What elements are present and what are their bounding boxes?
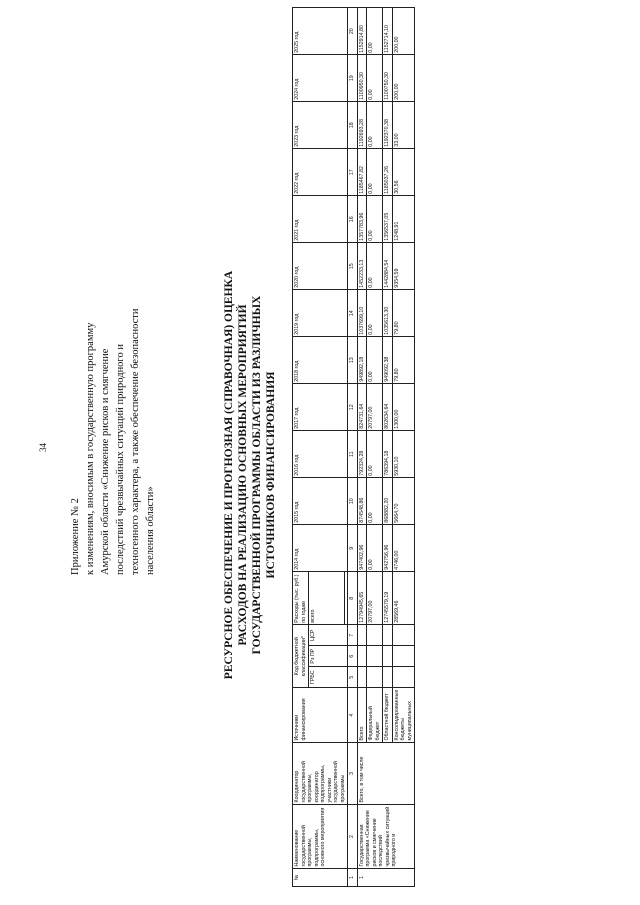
header-budget-code: Код бюджетной классификации* (293, 625, 309, 688)
value-cell: 1100950,30 (357, 55, 367, 102)
appendix-title: Приложение № 2 (70, 498, 81, 575)
value-cell: 200,00 (392, 8, 415, 55)
column-number: 12 (348, 384, 358, 431)
value-cell: 79,80 (392, 290, 415, 337)
value-cell: 1185037,26 (383, 149, 393, 196)
header-grbs: ГРБС (309, 667, 348, 688)
appendix-line: населения области» (145, 486, 156, 575)
header-rzpr: Рз ПР (309, 646, 348, 667)
value-cell: 874548,86 (357, 478, 367, 525)
column-number: 18 (348, 102, 358, 149)
document-heading (222, 175, 278, 775)
program-coordinator: Всего, в том числе (357, 743, 415, 805)
appendix-line: последствий чрезвычайных ситуаций природного и (115, 344, 126, 575)
value-cell: 786394,18 (383, 431, 393, 478)
value-cell: 0,00 (367, 525, 383, 572)
csr-cell (367, 625, 383, 646)
value-cell: 33,00 (392, 102, 415, 149)
heading-line: РАСХОДОВ НА РЕАЛИЗАЦИЮ ОСНОВНЫХ МЕРОПРИЯТИЙ (237, 304, 249, 646)
value-cell: 0,00 (367, 102, 383, 149)
column-number: 6 (348, 646, 358, 667)
header-year: 2017 год (293, 384, 348, 431)
column-number: 10 (348, 478, 358, 525)
header-year: 2019 год (293, 290, 348, 337)
total-cell: 12794945,65 (357, 572, 367, 625)
column-number-row (348, 8, 358, 887)
value-cell: 200,00 (392, 55, 415, 102)
value-cell: 4746,00 (392, 525, 415, 572)
column-number: 17 (348, 149, 358, 196)
appendix-line: техногенного характера, а также обеспечение безопасности (130, 308, 141, 575)
value-cell: 1452233,13 (357, 243, 367, 290)
value-cell: 0,00 (367, 196, 383, 243)
appendix-line: к изменениям, вносимым в государственную программу (85, 322, 96, 575)
value-cell: 1442884,54 (383, 243, 393, 290)
header-year: 2018 год (293, 337, 348, 384)
header-no: № (293, 869, 348, 887)
column-number: 7 (348, 625, 358, 646)
header-year: 2023 год (293, 102, 348, 149)
value-cell: 868882,20 (383, 478, 393, 525)
total-cell: 28569,46 (392, 572, 415, 625)
value-cell: 1100750,30 (383, 55, 393, 102)
column-number: 2 (348, 805, 358, 869)
value-cell: 1248,91 (392, 196, 415, 243)
column-number: 9 (348, 525, 358, 572)
value-cell: 1357783,96 (357, 196, 367, 243)
value-cell: 1152714,10 (383, 8, 393, 55)
header-name: Наименование государственной программы, подпрограммы, основного мероприятия (293, 805, 348, 869)
csr-cell (357, 625, 367, 646)
funding-source: Консолидированные бюджеты муниципальных (393, 689, 413, 741)
value-cell: 0,00 (367, 478, 383, 525)
page-number: 34 (38, 443, 48, 452)
program-name: Государственная программа «Снижение рисков и смягчение последствий чрезвычайных ситуаций природного и (357, 805, 415, 869)
value-cell: 1192693,28 (357, 102, 367, 149)
value-cell: 0,00 (367, 243, 383, 290)
value-cell: 947402,96 (357, 525, 367, 572)
value-cell: 0,00 (367, 8, 383, 55)
total-cell: 12745579,19 (383, 572, 393, 625)
funding-table (292, 7, 415, 887)
column-number: 20 (348, 8, 358, 55)
value-cell: 802634,64 (383, 384, 393, 431)
header-year: 2021 год (293, 196, 348, 243)
rzpr-cell (392, 646, 415, 667)
column-number: 13 (348, 337, 358, 384)
grbs-cell (383, 667, 393, 688)
value-cell: 0,00 (367, 337, 383, 384)
csr-cell (383, 625, 393, 646)
heading-line: ИСТОЧНИКОВ ФИНАНСИРОВАНИЯ (265, 371, 277, 579)
value-cell: 0,00 (367, 290, 383, 337)
value-cell: 9354,59 (392, 243, 415, 290)
value-cell: 942756,96 (383, 525, 393, 572)
funding-source: Федеральный бюджет (367, 688, 383, 743)
header-coordinator: Координатор государственной программы, координатор подпрограммы, участники государственной программы (293, 743, 348, 805)
header-year: 2022 год (293, 149, 348, 196)
value-cell: 1192370,38 (383, 102, 393, 149)
header-expenses: Расходы (тыс. руб.) по годам (293, 572, 309, 625)
column-number: 11 (348, 431, 358, 478)
value-cell: 1185467,82 (357, 149, 367, 196)
value-cell: 5664,70 (392, 478, 415, 525)
value-cell: 79,80 (392, 337, 415, 384)
csr-cell (392, 625, 415, 646)
value-cell: 792324,28 (357, 431, 367, 478)
header-source: Источники финансирования (293, 688, 348, 743)
value-cell: 0,00 (367, 431, 383, 478)
grbs-cell (357, 667, 367, 688)
rzpr-cell (367, 646, 383, 667)
heading-line: РЕСУРСНОЕ ОБЕСПЕЧЕНИЕ И ПРОГНОЗНАЯ (СПРАВОЧНАЯ) ОЦЕНКА (223, 270, 235, 680)
appendix-line: Амурской области «Снижение рисков и смягчение (100, 348, 111, 575)
header-year: 2016 год (293, 431, 348, 478)
column-number: 3 (348, 743, 358, 805)
value-cell: 0,00 (367, 149, 383, 196)
rzpr-cell (357, 646, 367, 667)
column-number: 5 (348, 667, 358, 688)
row-number: 1 (357, 869, 415, 887)
header-csr: ЦСР (309, 625, 348, 646)
value-cell: 949892,18 (357, 337, 367, 384)
value-cell: 949092,38 (383, 337, 393, 384)
column-number: 19 (348, 55, 358, 102)
grbs-cell (392, 667, 415, 688)
grbs-cell (367, 667, 383, 688)
value-cell: 1035613,30 (383, 290, 393, 337)
header-year: 2014 год (293, 525, 348, 572)
heading-line: ГОСУДАРСТВЕННОЙ ПРОГРАММЫ ОБЛАСТИ ИЗ РАЗЛИЧНЫХ (251, 295, 263, 655)
value-cell: 1356537,05 (383, 196, 393, 243)
value-cell: 1152914,80 (357, 8, 367, 55)
total-cell: 20797,00 (367, 572, 383, 625)
value-cell: 30,56 (392, 149, 415, 196)
header-year: 2015 год (293, 478, 348, 525)
header-year: 2020 год (293, 243, 348, 290)
column-number: 16 (348, 196, 358, 243)
funding-source: Областной бюджет (383, 688, 393, 743)
funding-source: Всего (357, 688, 367, 743)
column-number: 4 (348, 688, 358, 743)
value-cell: 20797,00 (367, 384, 383, 431)
value-cell: 5930,10 (392, 431, 415, 478)
header-year: 2024 год (293, 55, 348, 102)
header-year: 2025 год (293, 8, 348, 55)
rzpr-cell (383, 646, 393, 667)
header-total: всего (309, 572, 345, 625)
table-row (357, 8, 367, 887)
value-cell: 1300,00 (392, 384, 415, 431)
appendix-note (68, 35, 158, 575)
column-number: 8 (348, 572, 358, 625)
value-cell: 824731,64 (357, 384, 367, 431)
value-cell: 0,00 (367, 55, 383, 102)
column-number: 1 (348, 869, 358, 887)
column-number: 14 (348, 290, 358, 337)
column-number: 15 (348, 243, 358, 290)
value-cell: 1037699,10 (357, 290, 367, 337)
